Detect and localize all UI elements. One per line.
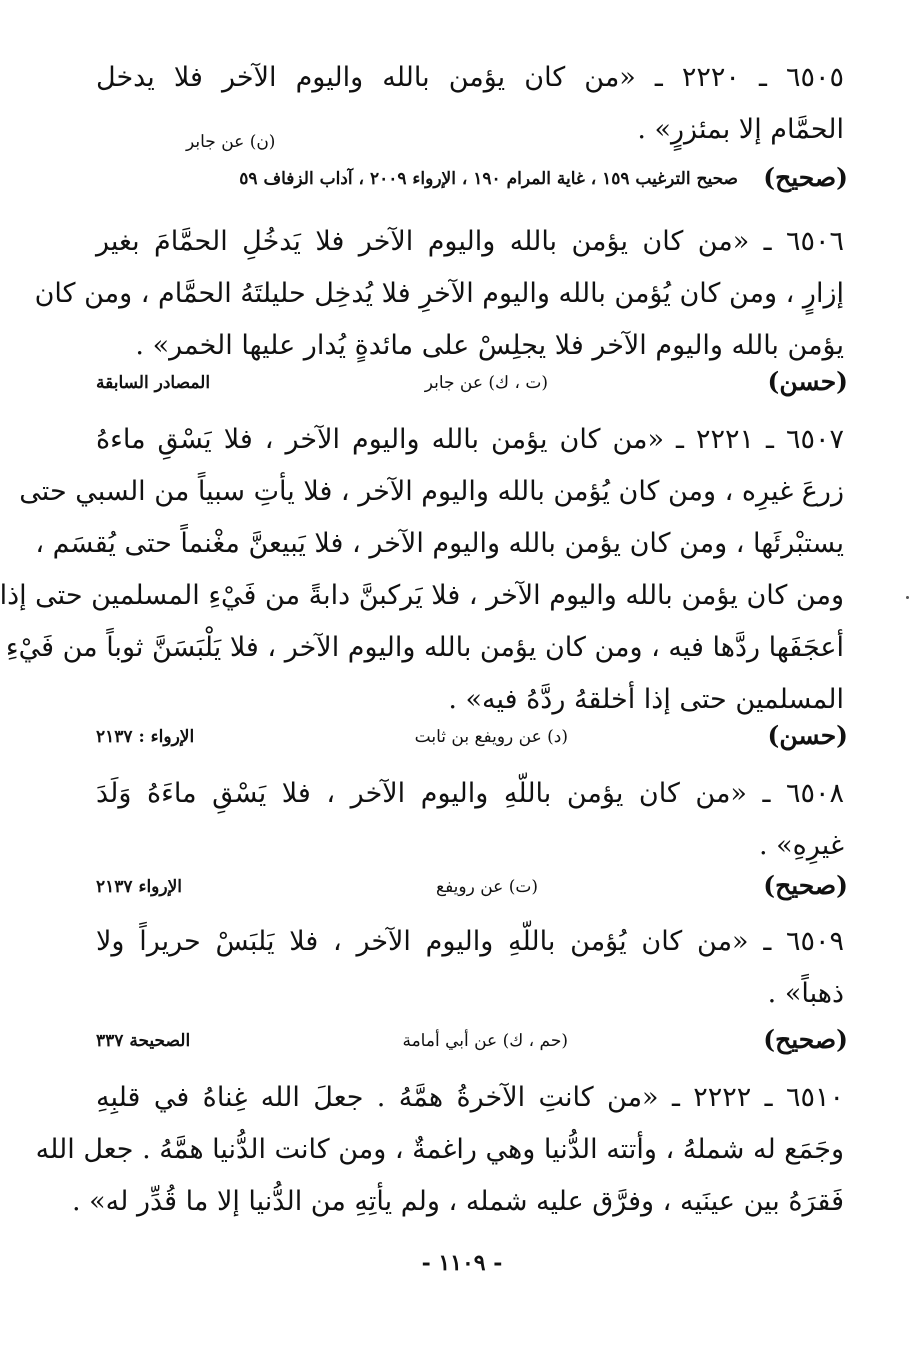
- hadith-line: زرعَ غيرِه ، ومن كان يُؤمن بالله واليوم الآخر ، فلا يأتِ سبياً من السبي حتى: [19, 476, 844, 507]
- hadith-line: ومن كان يؤمن بالله واليوم الآخر ، فلا يَركبنَّ دابةً من فَيْءِ المسلمين حتى إذا: [0, 580, 844, 611]
- narrator: (ت) عن رويفع: [436, 877, 538, 897]
- hadith-6509: [96, 916, 844, 1020]
- hadith-line: [96, 104, 844, 156]
- source-row-6509: [96, 1020, 848, 1060]
- hadith-line: ٦٥٠٩ ـ «من كان يُؤمن باللّهِ واليوم الآخر ، فلا يَلبَسْ حريراً ولا: [96, 926, 844, 957]
- hadith-6508: [96, 768, 844, 872]
- hadith-line: ٦٥٠٨ ـ «من كان يؤمن باللّهِ واليوم الآخر ، فلا يَسْقِ ماءَهُ وَلَدَ: [96, 778, 844, 809]
- references: المصادر السابقة: [96, 373, 211, 393]
- hadith-line: ٦٥٠٦ ـ «من كان يؤمن بالله واليوم الآخر فلا يَدخُلِ الحمَّامَ بغير: [96, 226, 844, 257]
- references: الصحيحة ٣٣٧: [96, 1031, 191, 1051]
- references: الإرواء ٢١٣٧: [96, 877, 183, 897]
- hadith-line: المسلمين حتى إذا أخلقهُ ردَّهُ فيه» .: [448, 684, 844, 715]
- grade-label: (حسن): [767, 367, 848, 396]
- hadith-6507: [0, 414, 845, 726]
- hadith-6510: [35, 1072, 844, 1228]
- grade-label: (صحيح): [763, 163, 848, 192]
- hadith-line: غيرِهِ» .: [759, 830, 844, 861]
- references: صحيح الترغيب ١٥٩ ، غاية المرام ١٩٠ ، الإرواء ٢٠٠٩ ، آداب الزفاف ٥٩: [239, 169, 738, 189]
- grade-label: (حسن): [767, 721, 848, 750]
- narrator: (د) عن رويفع بن ثابت: [414, 727, 568, 747]
- scan-speck: [906, 596, 909, 599]
- hadith-line: وجَمَع له شملهُ ، وأتته الدُّنيا وهي راغمةٌ ، ومن كانت الدُّنيا همَّهُ . جعل الله: [35, 1134, 844, 1165]
- hadith-line: ٦٥٠٥ ـ ٢٢٢٠ ـ «من كان يؤمن بالله واليوم الآخر فلا يدخل: [96, 62, 844, 93]
- hadith-line: فَقرَهُ بين عينَيه ، وفرَّق عليه شمله ، ولم يأتِهِ من الدُّنيا إلا ما قُدِّر له» .: [72, 1186, 844, 1217]
- hadith-line: يستبْرئَها ، ومن كان يؤمن بالله واليوم الآخر ، فلا يَبيعنَّ مغْنماً حتى يُقسَم ،: [35, 528, 844, 559]
- hadith-line: إزارٍ ، ومن كان يُؤمن بالله واليوم الآخرِ فلا يُدخِل حليلتَهُ الحمَّام ، ومن كان: [34, 278, 844, 309]
- narrator: (حم ، ك) عن أبي أمامة: [402, 1031, 568, 1051]
- source-row-6507: [96, 716, 848, 756]
- hadith-line: أعجَفَها ردَّها فيه ، ومن كان يؤمن بالله واليوم الآخر ، فلا يَلْبَسَنَّ ثوباً من فَيْءِ: [5, 632, 844, 663]
- narrator: (ت ، ك) عن جابر: [424, 373, 548, 393]
- grade-label: (صحيح): [763, 871, 848, 900]
- source-row-6505: [96, 158, 848, 198]
- hadith-6505: [96, 52, 844, 156]
- grade-label: (صحيح): [763, 1025, 848, 1054]
- hadith-line-text: الحمَّام إلا بمئزرٍ» .: [637, 114, 844, 145]
- hadith-line: يؤمن بالله واليوم الآخر فلا يجلِسْ على مائدةٍ يُدار عليها الخمر» .: [135, 330, 844, 361]
- references: الإرواء : ٢١٣٧: [96, 727, 195, 747]
- source-row-6508: [96, 866, 848, 906]
- hadith-line: ذهباً» .: [767, 978, 844, 1009]
- source-row-6506: [96, 362, 848, 402]
- narrator: (ن) عن جابر: [186, 132, 276, 152]
- page-number: - ١١٠٩ -: [421, 1250, 503, 1276]
- hadith-6506: [34, 216, 844, 372]
- hadith-line: ٦٥١٠ ـ ٢٢٢٢ ـ «من كانتِ الآخرةُ همَّهُ . جعلَ الله غِناهُ في قلبِهِ: [96, 1082, 844, 1113]
- hadith-line: ٦٥٠٧ ـ ٢٢٢١ ـ «من كان يؤمن بالله واليوم الآخر ، فلا يَسْقِ ماءهُ: [96, 424, 845, 455]
